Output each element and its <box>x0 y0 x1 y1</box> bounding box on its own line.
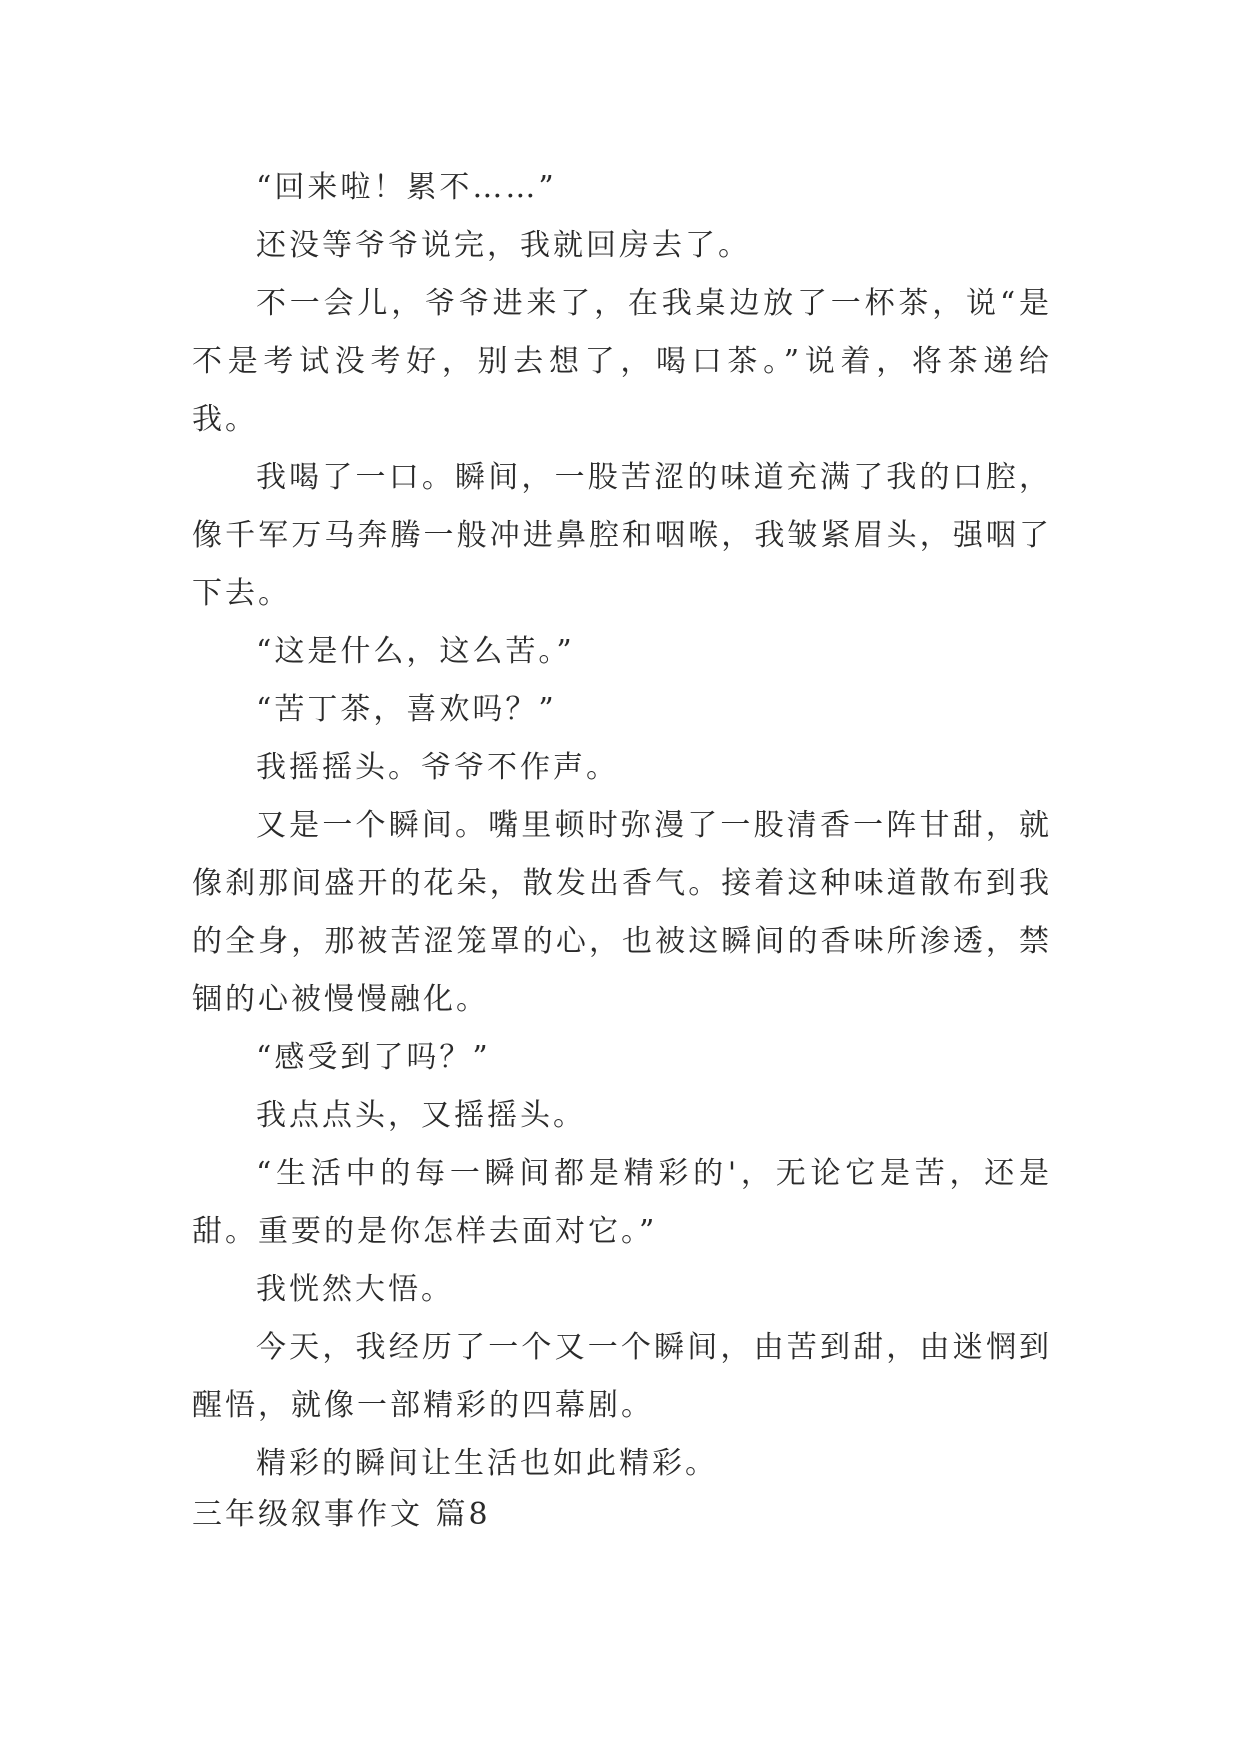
paragraph: 我摇摇头。爷爷不作声。 <box>256 750 619 785</box>
paragraph: “回来啦！累不……” <box>256 170 557 205</box>
paragraph: “生活中的每一瞬间都是精彩的'，无论它是苦，还是甜。重要的是你怎样去面对它。” <box>192 1156 1052 1249</box>
paragraph: “感受到了吗？” <box>256 1040 491 1075</box>
paragraph: 今天，我经历了一个又一个瞬间，由苦到甜，由迷惘到醒悟，就像一部精彩的四幕剧。 <box>192 1330 1052 1423</box>
paragraph: 精彩的瞬间让生活也如此精彩。 <box>256 1446 718 1481</box>
paragraph: “苦丁茶，喜欢吗？” <box>256 692 557 727</box>
paragraph: 我点点头，又摇摇头。 <box>256 1098 586 1133</box>
paragraph: 我喝了一口。瞬间，一股苦涩的味道充满了我的口腔，像千军万马奔腾一般冲进鼻腔和咽喉，我皱紧眉头，强咽了下去。 <box>192 460 1052 611</box>
section-heading: 三年级叙事作文 篇8 <box>192 1497 491 1532</box>
essay-body <box>192 159 1052 1493</box>
paragraph: “这是什么，这么苦。” <box>256 634 575 669</box>
paragraph: 我恍然大悟。 <box>256 1272 454 1307</box>
paragraph: 不一会儿，爷爷进来了，在我桌边放了一杯茶，说“是不是考试没考好，别去想了，喝口茶。”说着，将茶递给我。 <box>192 286 1052 437</box>
paragraph: 又是一个瞬间。嘴里顿时弥漫了一股清香一阵甘甜，就像刹那间盛开的花朵，散发出香气。接着这种味道散布到我的全身，那被苦涩笼罩的心，也被这瞬间的香味所渗透，禁锢的心被慢慢融化。 <box>192 808 1052 1017</box>
paragraph: 还没等爷爷说完，我就回房去了。 <box>256 228 751 263</box>
